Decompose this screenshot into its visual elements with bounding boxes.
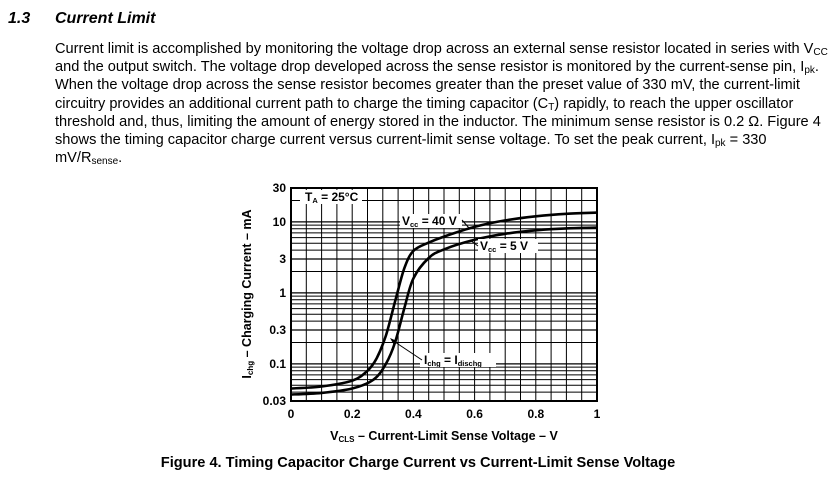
y-tick-label: 0.3 [269,323,286,337]
x-tick-label: 1 [593,407,601,421]
x-axis-title: VCLS – Current-Limit Sense Voltage – V [330,429,558,444]
vcc40-leader [462,220,469,228]
section-number: 1.3 [8,10,31,27]
x-tick-label: 0.6 [466,407,483,421]
y-tick-label: 10 [272,214,286,229]
y-tick-label: 0.1 [269,356,286,371]
para-text-1: Current limit is accomplished by monitoring the voltage drop across an external sense resistor located in series with V [55,41,814,57]
y-axis-title: Ichg – Charging Current – mA [240,209,255,379]
y-tick-label: 0.03 [262,394,286,408]
y-tick-label: 30 [272,181,286,195]
vcc40-annotation: Vcc = 40 V [402,214,457,229]
ichg-leader [392,340,422,360]
para-sub-1: CC [813,47,828,58]
para-sub-5: sense [91,156,119,168]
x-tick-label: 0.4 [405,407,422,421]
ta-annotation: TA = 25°C [305,190,359,205]
para-text-2: and the output switch. The voltage drop developed across the sense resistor is monitored by the current-sense pin, I [55,59,805,76]
para-text-3: . When the voltage drop across the sense resistor becomes greater than the preset value of 330 mV, the current-limit circuitry provides an additional current path to charge the timing capacitor (C [55,59,819,112]
para-text-4: ) rapidly, to reach the upper oscillator threshold and, thus, limiting the amount of energy stored in the inductor. The minimum sense resistor is 0.2 Ω. Figure 4 shows the timing capacitor charge current versus current-limit sense voltage. To set the peak current, I [55,95,821,149]
para-text-5: = 330 mV/R [55,132,767,167]
figure-caption: Figure 4. Timing Capacitor Charge Current vs Current-Limit Sense Voltage [160,455,676,471]
y-tick-label: 3 [279,252,286,266]
para-sub-4: pk [715,138,726,150]
para-text-6: . [118,150,123,167]
section-title: Current Limit [55,10,156,27]
ichg-annotation: Ichg = Idischg [424,353,482,368]
x-tick-label: 0.2 [343,407,361,421]
x-tick-label: 0 [287,407,295,421]
para-sub-3: T [548,101,555,113]
para-sub-2: pk [804,65,815,77]
y-tick-label: 1 [279,285,286,300]
vcc5-annotation: Vcc = 5 V [480,239,529,254]
x-tick-label: 0.8 [527,407,545,421]
